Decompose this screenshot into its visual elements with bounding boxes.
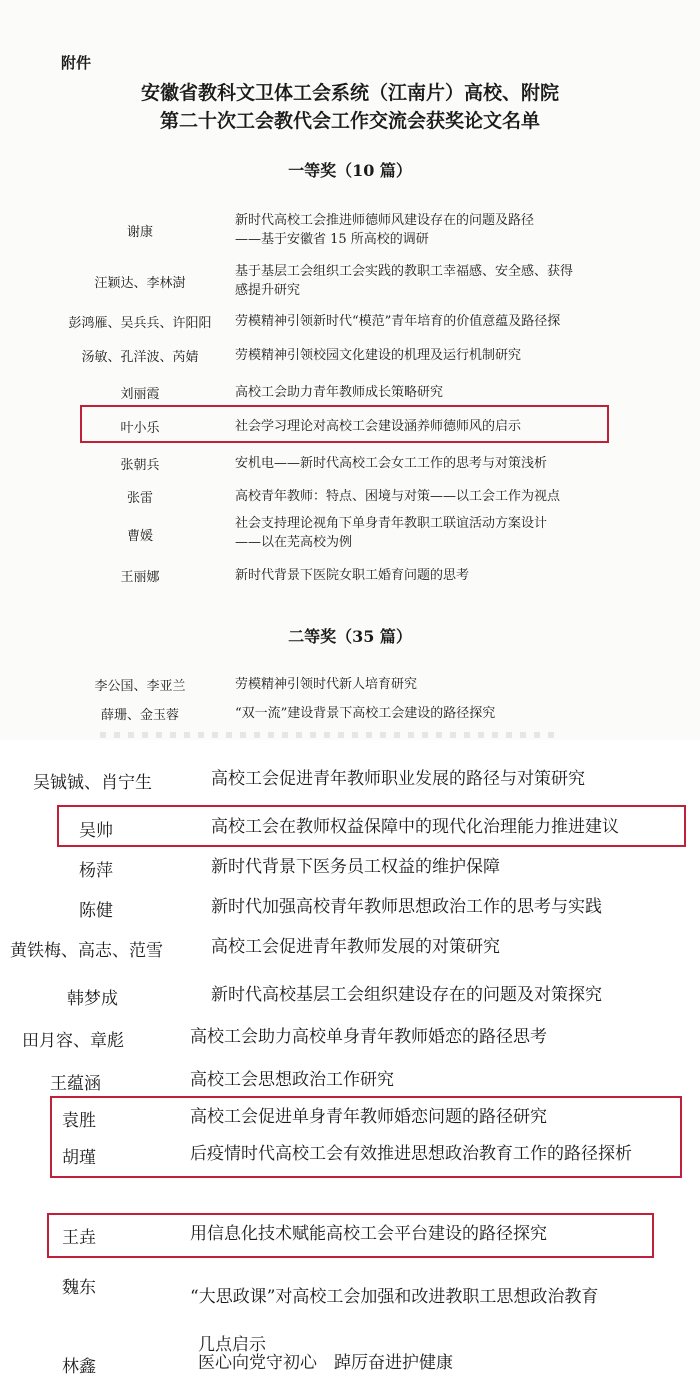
author-name: 韩梦成 xyxy=(67,989,118,1009)
highlight-box xyxy=(50,1096,682,1178)
author-name: 王蕴涵 xyxy=(50,1074,101,1094)
author-name: 薛珊、金玉蓉 xyxy=(100,708,179,723)
author-name: 叶小乐 xyxy=(120,421,160,436)
author-name: 胡瑾 xyxy=(62,1148,96,1168)
paper-title: 用信息化技术赋能高校工会平台建设的路径探究 xyxy=(190,1224,547,1244)
author-name: 陈健 xyxy=(79,901,113,921)
paper-title: 新时代背景下医院女职工婚育问题的思考 xyxy=(235,568,470,583)
author-name: 张雷 xyxy=(126,491,153,506)
paper-title: 高校工会思想政治工作研究 xyxy=(190,1070,394,1090)
author-name: 汤敏、孔洋波、芮婧 xyxy=(81,350,199,365)
author-name: 李公国、李亚兰 xyxy=(94,679,186,694)
paper-title: 劳模精神引领校园文化建设的机理及运行机制研究 xyxy=(235,348,522,363)
document-title-line1: 安徽省教科文卫体工会系统（江南片）高校、附院 xyxy=(140,82,559,104)
author-name: 魏东 xyxy=(62,1278,96,1298)
paper-title: 社会学习理论对高校工会建设涵养师德师风的启示 xyxy=(235,419,522,434)
author-name: 曹媛 xyxy=(126,529,153,544)
paper-title: 新时代加强高校青年教师思想政治工作的思考与实践 xyxy=(211,897,602,917)
paper-title: 高校青年教师：特点、困境与对策——以工会工作为视点 xyxy=(235,489,561,504)
author-name: 田月容、章彪 xyxy=(22,1031,124,1051)
author-name: 王丽娜 xyxy=(120,570,160,585)
author-name: 王垚 xyxy=(62,1228,96,1248)
author-name: 谢康 xyxy=(126,225,153,240)
paper-title: “双一流”建设背景下高校工会建设的路径探究 xyxy=(235,706,496,721)
highlight-box xyxy=(57,805,686,847)
scan-artifact xyxy=(100,732,560,738)
paper-title: 医心向党守初心 踔厉奋进护健康 xyxy=(198,1353,453,1373)
author-name: 杨萍 xyxy=(79,861,113,881)
author-name: 张朝兵 xyxy=(120,458,160,473)
paper-title: 高校工会促进青年教师职业发展的路径与对策研究 xyxy=(211,769,585,789)
paper-title: 社会支持理论视角下单身青年教职工联谊活动方案设计 ——以在芜高校为例 xyxy=(235,516,548,550)
second-prize-heading: 二等奖（35 篇） xyxy=(288,627,412,646)
author-name: 刘丽霞 xyxy=(120,387,160,402)
author-name: 林鑫 xyxy=(62,1357,96,1377)
paper-title: “大思政课”对高校工会加强和改进教职工思想政治教育 几点启示 xyxy=(190,1287,599,1355)
paper-title: 高校工会促进单身青年教师婚恋问题的路径研究 xyxy=(190,1107,547,1127)
author-name: 袁胜 xyxy=(62,1111,96,1131)
document-title-line2: 第二十次工会教代会工作交流会获奖论文名单 xyxy=(159,110,540,132)
paper-title: 高校工会助力高校单身青年教师婚恋的路径思考 xyxy=(190,1027,547,1047)
paper-title: 高校工会在教师权益保障中的现代化治理能力推进建议 xyxy=(211,817,619,837)
first-prize-heading: 一等奖（10 篇） xyxy=(288,161,412,180)
author-name: 汪颖达、李林澍 xyxy=(94,276,186,291)
highlight-box xyxy=(47,1213,654,1258)
author-name: 彭鸿雁、吴兵兵、许阳阳 xyxy=(68,316,212,331)
paper-title: 新时代高校基层工会组织建设存在的问题及对策探究 xyxy=(211,985,602,1005)
paper-title: 新时代背景下医务员工权益的维护保障 xyxy=(211,857,500,877)
paper-title: 安机电——新时代高校工会女工工作的思考与对策浅析 xyxy=(235,456,548,471)
author-name: 黄铁梅、高志、范雪 xyxy=(10,941,163,961)
attachment-label: 附件 xyxy=(61,54,92,72)
paper-title: 高校工会助力青年教师成长策略研究 xyxy=(235,385,444,400)
paper-title: 基于基层工会组织工会实践的教职工幸福感、安全感、获得 感提升研究 xyxy=(235,264,574,298)
paper-title: 高校工会促进青年教师发展的对策研究 xyxy=(211,937,500,957)
author-name: 吴帅 xyxy=(79,821,113,841)
paper-title: 后疫情时代高校工会有效推进思想政治教育工作的路径探析 xyxy=(190,1144,632,1164)
author-name: 吴铖铖、肖宁生 xyxy=(33,773,152,793)
highlight-box xyxy=(80,405,609,443)
paper-title: 新时代高校工会推进师德师风建设存在的问题及路径 ——基于安徽省 15 所高校的调研 xyxy=(235,213,535,247)
paper-title: 劳模精神引领时代新人培育研究 xyxy=(235,677,418,692)
paper-title: 劳模精神引领新时代“模范”青年培育的价值意蕴及路径探 xyxy=(235,314,561,329)
